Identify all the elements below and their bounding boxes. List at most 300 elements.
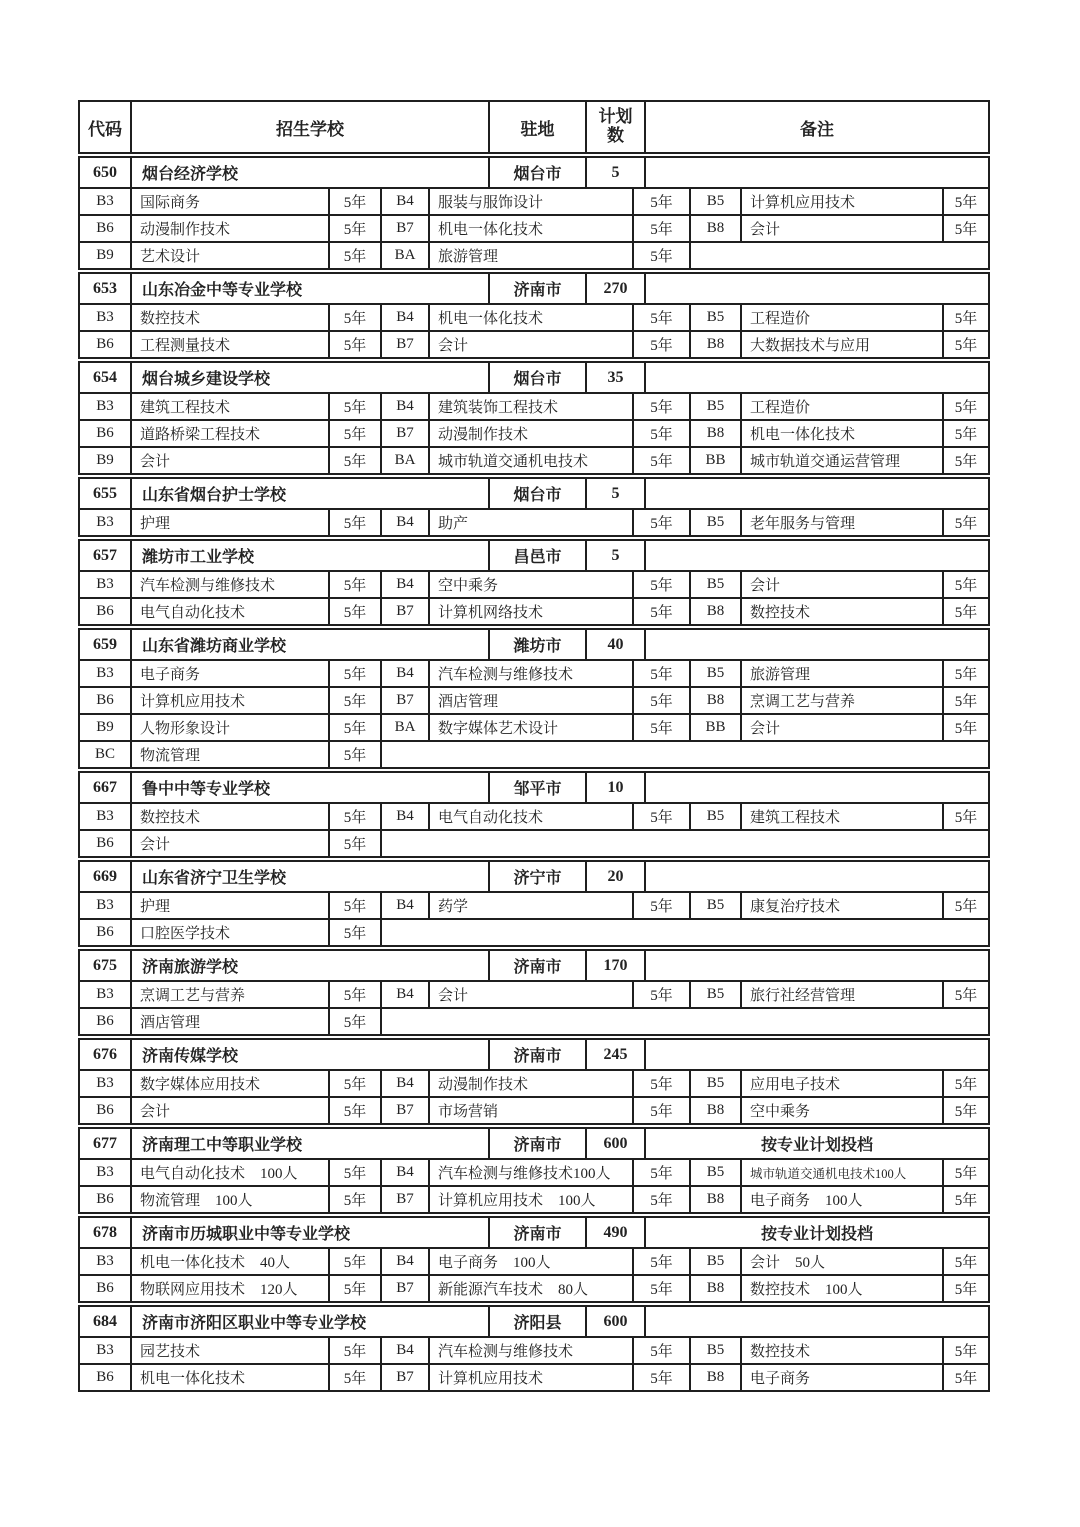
major-row (80, 980, 988, 1007)
major-code: B3 (96, 514, 114, 530)
major-code: B5 (689, 394, 740, 419)
major-duration: 5年 (632, 394, 689, 419)
major-name: 老年服务与管理 (740, 510, 942, 535)
school-block (78, 628, 990, 769)
school-row (80, 773, 988, 802)
major-code: B6 (96, 336, 114, 352)
major-name: 艺术设计 (130, 243, 328, 268)
major-duration: 5年 (328, 305, 380, 330)
school-plan: 5 (585, 158, 644, 187)
school-code: 684 (93, 1312, 117, 1330)
major-duration: 5年 (632, 216, 689, 241)
major-duration: 5年 (942, 421, 988, 446)
major-name: 动漫制作技术 (130, 216, 328, 241)
school-code: 654 (93, 368, 117, 386)
major-row (80, 1185, 988, 1212)
school-location: 济南市 (488, 951, 585, 980)
major-code: B6 (96, 1102, 114, 1118)
major-row (80, 740, 988, 767)
major-duration: 5年 (328, 1276, 380, 1301)
major-duration: 5年 (632, 448, 689, 473)
major-name: 国际商务 (130, 189, 328, 214)
major-duration: 5年 (328, 742, 380, 767)
school-code: 669 (93, 867, 117, 885)
major-duration: 5年 (632, 1098, 689, 1123)
major-duration: 5年 (328, 893, 380, 918)
major-name: 电气自动化技术 (428, 804, 632, 829)
major-duration: 5年 (942, 1071, 988, 1096)
major-duration: 5年 (942, 510, 988, 535)
school-remark (644, 773, 988, 802)
major-duration: 5年 (328, 572, 380, 597)
school-name: 潍坊市工业学校 (130, 541, 488, 570)
major-duration: 5年 (328, 688, 380, 713)
major-row (80, 1274, 988, 1301)
major-row (80, 802, 988, 829)
major-code: B4 (380, 661, 428, 686)
major-duration: 5年 (328, 1009, 380, 1034)
major-name: 建筑工程技术 (740, 804, 942, 829)
table-blocks (78, 156, 990, 1392)
major-name: 数控技术 (740, 599, 942, 624)
school-row (80, 1040, 988, 1069)
major-code: B4 (380, 893, 428, 918)
major-code: B8 (689, 599, 740, 624)
major-name: 汽车检测与维修技术100人 (428, 1160, 632, 1185)
school-location: 济南市 (488, 1129, 585, 1158)
major-name: 服装与服饰设计 (428, 189, 632, 214)
major-duration: 5年 (328, 243, 380, 268)
school-plan: 270 (585, 274, 644, 303)
major-row (80, 918, 988, 945)
major-name: 数控技术 100人 (740, 1276, 942, 1301)
major-code: B3 (96, 1342, 114, 1358)
major-name: 物联网应用技术 120人 (130, 1276, 328, 1301)
major-name: 数控技术 (130, 804, 328, 829)
major-duration: 5年 (632, 893, 689, 918)
school-name: 济南传媒学校 (130, 1040, 488, 1069)
major-row (80, 1158, 988, 1185)
major-row (80, 686, 988, 713)
major-code: B8 (689, 216, 740, 241)
major-code: B5 (689, 804, 740, 829)
major-name: 助产 (428, 510, 632, 535)
major-duration: 5年 (328, 831, 380, 856)
major-code: B6 (96, 692, 114, 708)
major-code: B7 (380, 1276, 428, 1301)
major-row (80, 508, 988, 535)
major-duration: 5年 (632, 1187, 689, 1212)
major-code: B9 (96, 247, 114, 263)
major-name: 数控技术 (740, 1338, 942, 1363)
school-code: 657 (93, 546, 117, 564)
major-duration: 5年 (328, 1338, 380, 1363)
major-name: 应用电子技术 (740, 1071, 942, 1096)
major-code: B7 (380, 1365, 428, 1390)
major-duration: 5年 (942, 572, 988, 597)
major-code: B4 (380, 1338, 428, 1363)
school-plan: 5 (585, 541, 644, 570)
major-duration: 5年 (328, 661, 380, 686)
major-name: 物流管理 (130, 742, 328, 767)
major-duration: 5年 (632, 715, 689, 740)
major-code: B5 (689, 572, 740, 597)
major-name: 酒店管理 (428, 688, 632, 713)
school-code: 677 (93, 1134, 117, 1152)
major-name: 会计 (740, 715, 942, 740)
major-duration: 5年 (632, 1160, 689, 1185)
major-code: BA (380, 715, 428, 740)
school-location: 烟台市 (488, 479, 585, 508)
school-row (80, 1218, 988, 1247)
major-duration: 5年 (942, 1338, 988, 1363)
major-code: BB (689, 448, 740, 473)
major-code: B7 (380, 599, 428, 624)
school-name: 烟台经济学校 (130, 158, 488, 187)
major-code: B3 (96, 309, 114, 325)
major-name: 会计 (428, 332, 632, 357)
major-row (80, 597, 988, 624)
major-duration: 5年 (328, 1365, 380, 1390)
major-name: 烹调工艺与营养 (130, 982, 328, 1007)
major-name: 会计 (130, 448, 328, 473)
major-duration: 5年 (942, 715, 988, 740)
major-code: B8 (689, 332, 740, 357)
school-code: 659 (93, 635, 117, 653)
major-row (80, 1336, 988, 1363)
school-row (80, 541, 988, 570)
major-name: 旅行社经营管理 (740, 982, 942, 1007)
major-code: B4 (380, 572, 428, 597)
school-remark (644, 274, 988, 303)
major-code: B3 (96, 808, 114, 824)
school-code: 650 (93, 163, 117, 181)
school-row (80, 862, 988, 891)
school-name: 山东冶金中等专业学校 (130, 274, 488, 303)
major-code: B8 (689, 688, 740, 713)
major-duration: 5年 (942, 305, 988, 330)
school-remark (644, 630, 988, 659)
major-code: B5 (689, 982, 740, 1007)
major-name: 电气自动化技术 100人 (130, 1160, 328, 1185)
school-block (78, 1127, 990, 1214)
major-duration: 5年 (942, 216, 988, 241)
school-plan: 170 (585, 951, 644, 980)
major-duration: 5年 (632, 572, 689, 597)
major-code: B4 (380, 189, 428, 214)
school-block (78, 860, 990, 947)
major-code: BA (380, 243, 428, 268)
major-name: 机电一体化技术 (428, 216, 632, 241)
major-name: 会计 (740, 572, 942, 597)
school-row (80, 479, 988, 508)
major-row (80, 303, 988, 330)
table-header (78, 100, 990, 154)
major-name: 护理 (130, 893, 328, 918)
major-duration: 5年 (632, 305, 689, 330)
school-code: 676 (93, 1045, 117, 1063)
major-name: 动漫制作技术 (428, 1071, 632, 1096)
major-code: B6 (96, 425, 114, 441)
major-code: B8 (689, 1365, 740, 1390)
major-duration: 5年 (942, 332, 988, 357)
major-code: B8 (689, 421, 740, 446)
school-name: 济南市历城职业中等专业学校 (130, 1218, 488, 1247)
major-code: BB (689, 715, 740, 740)
school-code: 653 (93, 279, 117, 297)
school-name: 山东省济宁卫生学校 (130, 862, 488, 891)
school-block (78, 1305, 990, 1392)
school-name: 鲁中中等专业学校 (130, 773, 488, 802)
major-code: B4 (380, 394, 428, 419)
school-name: 济南理工中等职业学校 (130, 1129, 488, 1158)
major-name: 酒店管理 (130, 1009, 328, 1034)
school-plan: 40 (585, 630, 644, 659)
major-code: B3 (96, 665, 114, 681)
major-duration: 5年 (942, 448, 988, 473)
major-duration: 5年 (942, 1160, 988, 1185)
major-code: BC (94, 746, 115, 762)
major-row (80, 1363, 988, 1390)
school-row (80, 274, 988, 303)
school-location: 潍坊市 (488, 630, 585, 659)
major-row (80, 392, 988, 419)
major-code: B9 (96, 719, 114, 735)
major-row (80, 829, 988, 856)
school-remark (644, 862, 988, 891)
school-remark (644, 1040, 988, 1069)
major-name: 建筑装饰工程技术 (428, 394, 632, 419)
major-name: 计算机应用技术 100人 (428, 1187, 632, 1212)
major-row (80, 1069, 988, 1096)
school-row (80, 1307, 988, 1336)
major-name: 新能源汽车技术 80人 (428, 1276, 632, 1301)
school-row (80, 630, 988, 659)
major-duration: 5年 (328, 189, 380, 214)
major-name: 护理 (130, 510, 328, 535)
school-plan: 490 (585, 1218, 644, 1247)
school-plan: 35 (585, 363, 644, 392)
major-name: 数字媒体应用技术 (130, 1071, 328, 1096)
major-name: 会计 50人 (740, 1249, 942, 1274)
major-code: B6 (96, 1369, 114, 1385)
school-plan: 600 (585, 1307, 644, 1336)
major-code: B7 (380, 688, 428, 713)
major-row (80, 419, 988, 446)
major-name: 计算机网络技术 (428, 599, 632, 624)
major-name: 烹调工艺与营养 (740, 688, 942, 713)
major-duration: 5年 (942, 1187, 988, 1212)
major-row (80, 187, 988, 214)
major-duration: 5年 (328, 1160, 380, 1185)
major-duration: 5年 (328, 216, 380, 241)
school-block (78, 272, 990, 359)
school-location: 烟台市 (488, 158, 585, 187)
empty-cell (380, 920, 988, 945)
major-code: B7 (380, 1187, 428, 1212)
school-remark (644, 951, 988, 980)
major-name: 机电一体化技术 40人 (130, 1249, 328, 1274)
enrollment-table (78, 100, 990, 1392)
school-remark (644, 1307, 988, 1336)
major-row (80, 330, 988, 357)
major-name: 物流管理 100人 (130, 1187, 328, 1212)
major-name: 计算机应用技术 (130, 688, 328, 713)
school-location: 济南市 (488, 1218, 585, 1247)
major-code: B5 (689, 661, 740, 686)
major-name: 会计 (130, 1098, 328, 1123)
major-duration: 5年 (632, 1276, 689, 1301)
major-duration: 5年 (942, 982, 988, 1007)
major-duration: 5年 (942, 1249, 988, 1274)
school-name: 济南市济阳区职业中等专业学校 (130, 1307, 488, 1336)
school-row (80, 363, 988, 392)
major-duration: 5年 (328, 982, 380, 1007)
school-location: 烟台市 (488, 363, 585, 392)
major-duration: 5年 (328, 394, 380, 419)
major-name: 计算机应用技术 (428, 1365, 632, 1390)
major-code: B5 (689, 1160, 740, 1185)
major-duration: 5年 (942, 394, 988, 419)
major-code: B8 (689, 1276, 740, 1301)
major-name: 空中乘务 (740, 1098, 942, 1123)
school-remark (644, 479, 988, 508)
major-name: 口腔医学技术 (130, 920, 328, 945)
school-location: 邹平市 (488, 773, 585, 802)
major-code: B5 (689, 1249, 740, 1274)
major-code: B6 (96, 603, 114, 619)
major-duration: 5年 (632, 421, 689, 446)
major-name: 汽车检测与维修技术 (428, 1338, 632, 1363)
major-name: 电子商务 (740, 1365, 942, 1390)
major-row (80, 1096, 988, 1123)
school-remark (644, 541, 988, 570)
major-name: 数控技术 (130, 305, 328, 330)
school-location: 济宁市 (488, 862, 585, 891)
major-code: B6 (96, 1280, 114, 1296)
major-row (80, 446, 988, 473)
major-code: B5 (689, 510, 740, 535)
school-row (80, 158, 988, 187)
major-code: B4 (380, 804, 428, 829)
major-name: 会计 (428, 982, 632, 1007)
major-code: B3 (96, 1253, 114, 1269)
major-name: 电子商务 100人 (428, 1249, 632, 1274)
major-duration: 5年 (632, 1365, 689, 1390)
school-plan: 245 (585, 1040, 644, 1069)
major-code: B7 (380, 421, 428, 446)
school-block (78, 771, 990, 858)
major-name: 城市轨道交通机电技术 (428, 448, 632, 473)
school-row (80, 1129, 988, 1158)
major-name: 城市轨道交通运营管理 (740, 448, 942, 473)
major-duration: 5年 (328, 1071, 380, 1096)
school-code: 667 (93, 778, 117, 796)
major-name: 电子商务 100人 (740, 1187, 942, 1212)
major-duration: 5年 (942, 688, 988, 713)
major-row (80, 891, 988, 918)
major-code: B3 (96, 193, 114, 209)
school-block (78, 949, 990, 1036)
school-plan: 20 (585, 862, 644, 891)
school-name: 济南旅游学校 (130, 951, 488, 980)
school-block (78, 361, 990, 475)
major-duration: 5年 (942, 1365, 988, 1390)
major-duration: 5年 (328, 599, 380, 624)
major-duration: 5年 (328, 715, 380, 740)
school-name: 山东省烟台护士学校 (130, 479, 488, 508)
empty-cell (380, 742, 988, 767)
header-plan: 计划数 (585, 102, 644, 152)
major-row (80, 713, 988, 740)
school-location: 济南市 (488, 1040, 585, 1069)
major-name: 动漫制作技术 (428, 421, 632, 446)
major-duration: 5年 (632, 1338, 689, 1363)
major-duration: 5年 (632, 661, 689, 686)
major-code: B4 (380, 982, 428, 1007)
major-duration: 5年 (942, 893, 988, 918)
major-code: B7 (380, 332, 428, 357)
major-duration: 5年 (328, 448, 380, 473)
major-name: 工程造价 (740, 305, 942, 330)
major-code: B5 (689, 189, 740, 214)
major-name: 汽车检测与维修技术 (130, 572, 328, 597)
major-duration: 5年 (328, 804, 380, 829)
major-duration: 5年 (328, 1098, 380, 1123)
major-code: B5 (689, 893, 740, 918)
major-code: B3 (96, 576, 114, 592)
major-name: 市场营销 (428, 1098, 632, 1123)
header-location: 驻地 (488, 102, 585, 152)
empty-cell (689, 243, 988, 268)
school-block (78, 1038, 990, 1125)
major-name: 电子商务 (130, 661, 328, 686)
major-duration: 5年 (632, 332, 689, 357)
school-code: 678 (93, 1223, 117, 1241)
header-code: 代码 (88, 119, 122, 139)
major-duration: 5年 (328, 1249, 380, 1274)
major-name: 电气自动化技术 (130, 599, 328, 624)
major-duration: 5年 (632, 688, 689, 713)
major-duration: 5年 (942, 189, 988, 214)
major-name: 城市轨道交通机电技术100人 (740, 1160, 942, 1185)
major-duration: 5年 (632, 189, 689, 214)
school-location: 昌邑市 (488, 541, 585, 570)
major-code: B6 (96, 1013, 114, 1029)
major-duration: 5年 (328, 421, 380, 446)
major-code: B4 (380, 1160, 428, 1185)
major-code: B7 (380, 216, 428, 241)
major-code: B4 (380, 1249, 428, 1274)
major-code: B6 (96, 835, 114, 851)
major-code: B5 (689, 1338, 740, 1363)
major-code: B5 (689, 1071, 740, 1096)
major-duration: 5年 (942, 661, 988, 686)
school-remark (644, 158, 988, 187)
school-block (78, 477, 990, 537)
header-row (80, 102, 988, 152)
school-code: 655 (93, 484, 117, 502)
major-name: 机电一体化技术 (428, 305, 632, 330)
major-name: 康复治疗技术 (740, 893, 942, 918)
major-name: 园艺技术 (130, 1338, 328, 1363)
major-code: B3 (96, 1075, 114, 1091)
school-location: 济阳县 (488, 1307, 585, 1336)
major-name: 机电一体化技术 (740, 421, 942, 446)
school-row (80, 951, 988, 980)
major-name: 工程造价 (740, 394, 942, 419)
major-duration: 5年 (942, 1098, 988, 1123)
